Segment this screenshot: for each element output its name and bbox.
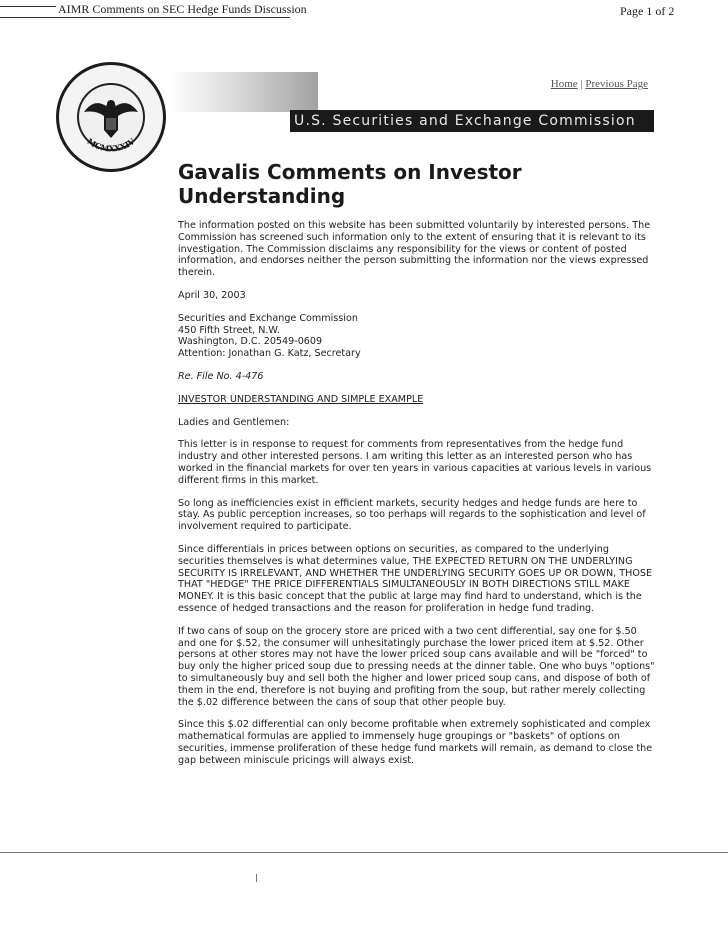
document-header-title: AIMR Comments on SEC Hedge Funds Discussion	[58, 2, 307, 16]
letter-date: April 30, 2003	[178, 289, 246, 301]
nav-separator: |	[580, 78, 583, 90]
top-nav	[551, 78, 648, 90]
previous-page-link[interactable]: Previous Page	[585, 78, 648, 90]
paragraph: Since this $.02 differential can only become profitable when extremely sophisticated and complex mathematical formulas are applied to immensely huge groupings or "baskets" of options on securities, immense proliferation of these hedge fund markets will remain, as demand to close the gap between miniscule pricings will always exist.	[178, 719, 653, 766]
seal-text-bottom: MCMXXXIV	[85, 136, 137, 154]
recipient-address	[178, 313, 656, 360]
address-line-4: Attention: Jonathan G. Katz, Secretary	[178, 348, 361, 360]
letter-subject: INVESTOR UNDERSTANDING AND SIMPLE EXAMPLE	[178, 393, 424, 405]
footer-rule	[0, 852, 728, 853]
sec-seal-logo	[54, 60, 168, 174]
address-line-1: Securities and Exchange Commission	[178, 312, 358, 324]
letter-content	[178, 220, 656, 777]
paragraph: If two cans of soup on the grocery store are priced with a two cent differential, say one for $.50 and one for $.52, the consumer will unhesitatingly purchase the lower priced item at $.52. Other persons at other stores may not have the lower priced soup cans available and will be "forced" to buy only the higher priced soup due to pressing needs at the dinner table. One who buys "options" to simultaneously buy and sell both the higher and lower priced soup cans, and dispose of both of them in the end, therefore is not buying and profiting from the soup, but rather merely collecting the $.02 difference between the cans of soup that other people buy.	[178, 625, 655, 708]
home-link[interactable]: Home	[550, 78, 578, 90]
file-reference: Re. File No. 4-476	[178, 370, 264, 382]
address-line-2: 450 Fifth Street, N.W.	[178, 324, 280, 336]
page-number: Page 1 of 2	[620, 4, 675, 18]
paragraph: So long as inefficiencies exist in efficient markets, security hedges and hedge funds are here to stay. As public perception increases, so too perhaps will regards to the sophistication and level of involvement required to participate.	[178, 497, 646, 533]
header-rule	[0, 17, 290, 18]
seal-text-top	[54, 60, 139, 63]
salutation: Ladies and Gentlemen:	[178, 416, 290, 428]
banner-gradient	[168, 72, 318, 112]
sec-banner: U.S. Securities and Exchange Commission	[290, 110, 654, 132]
disclaimer-text: The information posted on this website has been submitted voluntarily by interested persons. The Commission has screened such information only to the extent of ensuring that it is relevant to its investigation. The Commission disclaims any responsibility for the views or content of posted information, and endorses neither the person submitting the information nor the views expressed therein.	[178, 220, 651, 279]
paragraph: This letter is in response to request for comments from representatives from the hedge fund industry and other interested persons. I am writing this letter as an interested person who has worked in the financial markets for over ten years in various capacities at various levels in various different firms in this market.	[178, 439, 652, 486]
paragraph: Since differentials in prices between options on securities, as compared to the underlying securities themselves is what determines value, THE EXPECTED RETURN ON THE UNDERLYING SECURITY IS IRRELEVANT, AND WHETHER THE UNDERLYING SECURITY GOES UP OR DOWN, THOSE THAT "HEDGE" THE PRICE DIFFERENTIALS SIMULTANEOUSLY IN BOTH DIRECTIONS STILL MAKE MONEY. It is this basic concept that the public at large may find hard to understand, which is the essence of hedged transactions and the reason for proliferation in hedge fund trading.	[178, 543, 653, 614]
address-line-3: Washington, D.C. 20549-0609	[178, 336, 323, 348]
page-title: Gavalis Comments on Investor Understanding	[178, 160, 522, 208]
scan-mark	[256, 874, 257, 882]
header-rule-left	[0, 6, 56, 7]
